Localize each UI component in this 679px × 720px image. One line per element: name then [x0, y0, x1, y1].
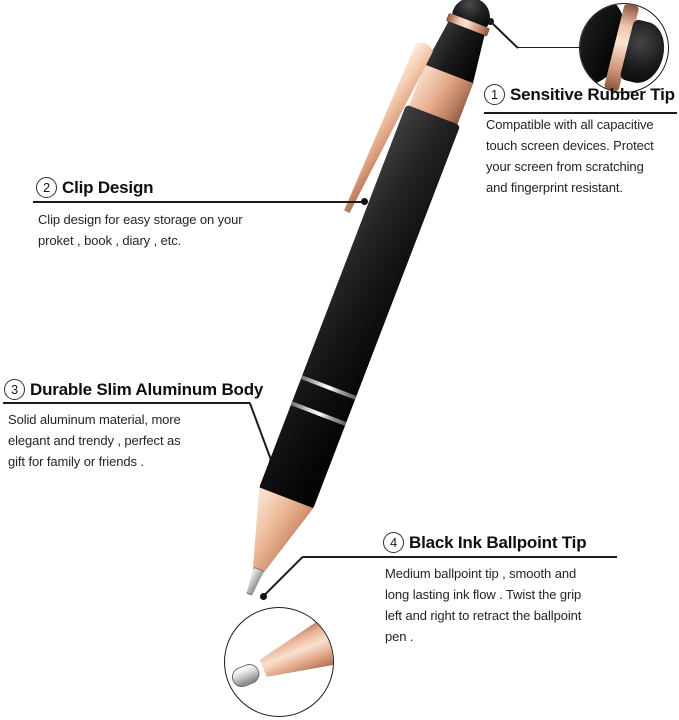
number-badge-1: 1 — [484, 84, 505, 105]
callout-durable-slim-aluminum-body — [4, 379, 263, 472]
callout-sensitive-rubber-tip — [484, 84, 675, 198]
closeup-ballpoint-tip — [229, 661, 262, 690]
callout-line-1-horizontal — [517, 47, 580, 49]
stylus-pen-illustration — [220, 0, 505, 607]
closeup-grip-cone — [239, 611, 334, 699]
rubber-tip-closeup-inset — [579, 3, 669, 93]
callout-4-title — [383, 532, 586, 553]
pen-body — [259, 105, 461, 510]
ballpoint-closeup-group — [224, 607, 334, 717]
number-badge-2: 2 — [36, 177, 57, 198]
callout-black-ink-ballpoint-tip — [383, 532, 586, 647]
number-badge-3: 3 — [4, 379, 25, 400]
silver-ring-lower — [291, 401, 347, 426]
silver-ring-upper — [301, 375, 357, 400]
callout-3-title — [4, 379, 263, 400]
callout-2-title-text: Clip Design — [62, 177, 154, 197]
callout-clip-design — [36, 177, 243, 251]
number-badge-4: 4 — [383, 532, 404, 553]
ballpoint-tip-closeup-inset — [224, 607, 334, 717]
callout-2-body: Clip design for easy storage on your proket , book , diary , etc. — [38, 212, 243, 248]
callout-3-body: Solid aluminum material, more elegant and trendy , perfect as gift for family or friends . — [8, 412, 181, 469]
callout-3-title-text: Durable Slim Aluminum Body — [30, 379, 264, 399]
rubber-tip-closeup-group — [579, 3, 669, 93]
callout-1-title-text: Sensitive Rubber Tip — [510, 84, 675, 104]
callout-dot-2 — [361, 198, 368, 205]
callout-dot-3 — [269, 458, 276, 465]
callout-4-title-text: Black Ink Ballpoint Tip — [409, 532, 587, 552]
callout-2-title — [36, 177, 243, 198]
callout-4-body: Medium ballpoint tip , smooth and long lasting ink flow . Twist the grip left and right to retract the ballpoint pen . — [385, 566, 582, 644]
callout-1-body: Compatible with all capacitive touch screen devices. Protect your screen from scratching and fingerprint resistant. — [486, 117, 654, 195]
callout-dot-4 — [260, 593, 267, 600]
callout-1-title — [484, 84, 675, 105]
